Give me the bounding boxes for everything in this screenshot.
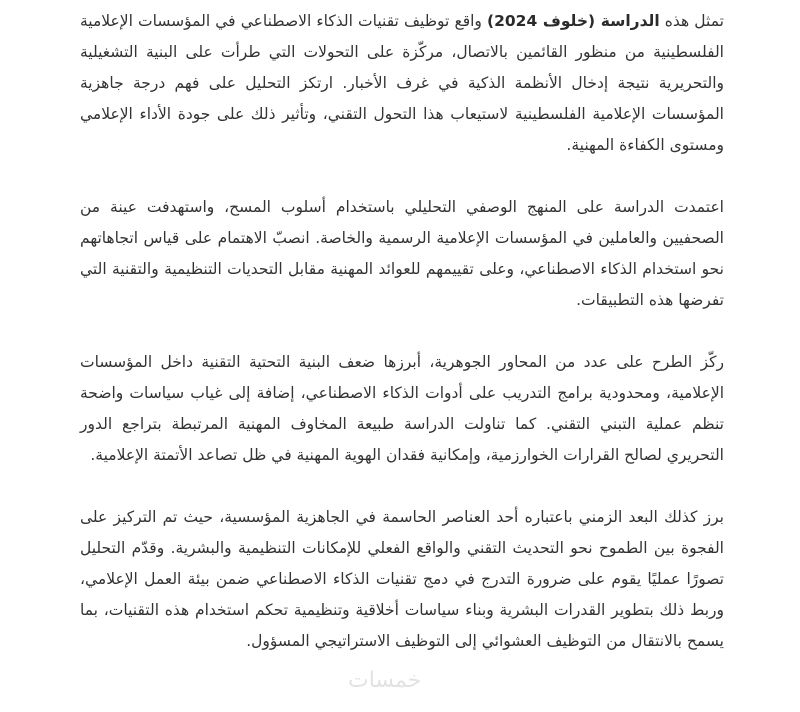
paragraph-1 [80,6,724,161]
paragraph-4: برز كذلك البعد الزمني باعتباره أحد العناصر الحاسمة في الجاهزية المؤسسية، حيث تم التركيز على الفجوة بين الطموح نحو التحديث التقني والواقع الفعلي للإمكانات التنظيمية والبشرية. وقدّم التحليل تصورًا عمليًا يقوم على ضرورة التدرج في دمج تقنيات الذكاء الاصطناعي ضمن بيئة العمل الإعلامي، وربط ذلك بتطوير القدرات البشرية وبناء سياسات أخلاقية وتنظيمية تحكم استخدام هذه التقنيات، بما يسمح بالانتقال من التوظيف العشوائي إلى التوظيف الاستراتيجي المسؤول. [80,508,724,650]
paragraph-2: اعتمدت الدراسة على المنهج الوصفي التحليلي باستخدام أسلوب المسح، واستهدفت عينة من الصحفيين والعاملين في المؤسسات الإعلامية الرسمية والخاصة. انصبّ الاهتمام على قياس اتجاهاتهم نحو استخدام الذكاء الاصطناعي، وعلى تقييمهم للعوائد المهنية مقابل التحديات التنظيمية والتقنية التي تفرضها هذه التطبيقات. [80,198,724,309]
watermark-logo: خمسات [348,668,422,693]
article-body [80,6,724,657]
paragraph-1-text: واقع توظيف تقنيات الذكاء الاصطناعي في المؤسسات الإعلامية الفلسطينية من منظور القائمين بالاتصال، مركّزة على التحولات التي طرأت على البنية التشغيلية والتحريرية نتيجة إدخال الأنظمة الذكية في غرف الأخبار. ارتكز التحليل على فهم درجة جاهزية المؤسسات الإعلامية الفلسطينية لاستيعاب هذا التحول التقني، وتأثير ذلك على جودة الأداء الإعلامي ومستوى الكفاءة المهنية. [80,12,724,154]
paragraph-3: ركّز الطرح على عدد من المحاور الجوهرية، أبرزها ضعف البنية التحتية التقنية داخل المؤسسات الإعلامية، ومحدودية برامج التدريب على أدوات الذكاء الاصطناعي، إضافة إلى غياب سياسات واضحة تنظم عملية التبني التقني. كما تناولت الدراسة طبيعة المخاوف المهنية المرتبطة بتراجع الدور التحريري لصالح القرارات الخوارزمية، وإمكانية فقدان الهوية المهنية في ظل تصاعد الأتمتة الإعلامية. [80,353,724,464]
paragraph-1-intro: تمثل هذه [659,12,724,30]
study-citation: الدراسة (خلوف 2024) [487,12,660,30]
